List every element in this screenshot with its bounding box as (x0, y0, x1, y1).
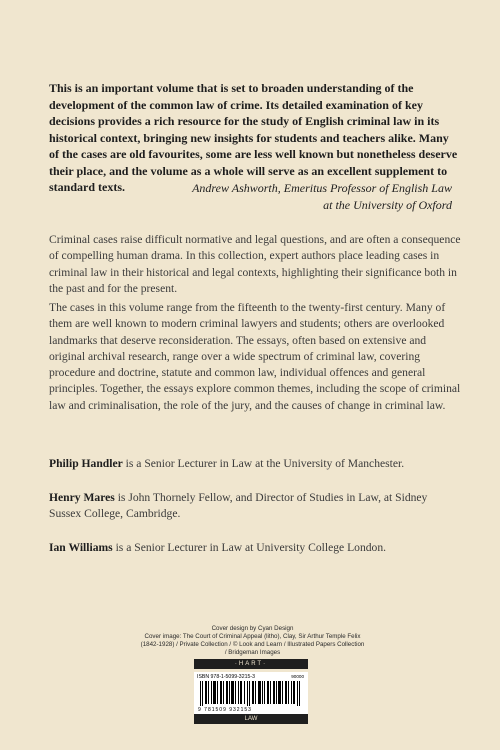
price-addon: 90000 (291, 674, 304, 679)
editor-bio-williams (49, 540, 461, 556)
barcode-digits: 9 781509 932153 (198, 707, 252, 713)
cover-credits (140, 625, 365, 657)
attribution-line-1: Andrew Ashworth, Emeritus Professor of English Law (192, 181, 452, 195)
editor-bio-text: is a Senior Lecturer in Law at University College London. (112, 541, 387, 554)
barcode-bars (200, 681, 302, 706)
attribution-line-2: at the University of Oxford (323, 198, 452, 212)
endorsement-quote: This is an important volume that is set to broaden understanding of the development of the common law of crime. Its detailed examination of key decisions provides a rich resource for the study of English criminal law in its historical context, bringing new insights for students and teachers alike. Many of the cases are old favourites, some are less well known but nonetheless deserve their place, and the volume as a whole will serve as an excellent supplement to standard texts. (49, 81, 458, 194)
editor-bio-text: is John Thornely Fellow, and Director of Studies in Law, at Sidney Sussex College, Cambridge. (49, 491, 428, 521)
isbn-text: ISBN 978-1-5099-3215-3 (197, 674, 255, 680)
editor-name: Ian Williams (49, 541, 113, 554)
image-credit: Cover image: The Court of Criminal Appeal (litho), Clay, Sir Arthur Temple Felix (1842-1928) / Private Collection / © Look and Learn / Illustrated Papers Collection / Bridgeman Images (140, 633, 365, 656)
editor-bio-handler (49, 456, 461, 472)
editor-bio-mares (49, 490, 461, 523)
editor-name: Philip Handler (49, 457, 123, 470)
editor-bio-text: is a Senior Lecturer in Law at the University of Manchester. (122, 457, 405, 470)
description-paragraph-1: Criminal cases raise difficult normative and legal questions, and are often a consequence of compelling human drama. In this collection, expert authors place leading cases in criminal law in their historical and legal contexts, highlighting their significance both in the past and for the present. (49, 233, 461, 295)
endorsement-attribution (72, 180, 452, 214)
description-paragraph-2: The cases in this volume range from the fifteenth to the twenty-first century. Many of them are well known to modern criminal lawyers and students; others are overlooked landmarks that deserve reconsideration. The essays, often based on extensive and original archival research, range over a wide spectrum of criminal law, covering procedure and doctrine, statute and common law, individual offences and general principles. Together, the essays explore common themes, including the scope of criminal law and criminalisation, the role of the jury, and the causes of change in criminal law. (49, 301, 461, 412)
subject-category: LAW (194, 714, 308, 724)
isbn-barcode (194, 672, 308, 714)
design-credit: Cover design by Cyan Design (211, 625, 294, 632)
editor-name: Henry Mares (49, 491, 115, 504)
publisher-logo: ·HART· (194, 659, 308, 669)
